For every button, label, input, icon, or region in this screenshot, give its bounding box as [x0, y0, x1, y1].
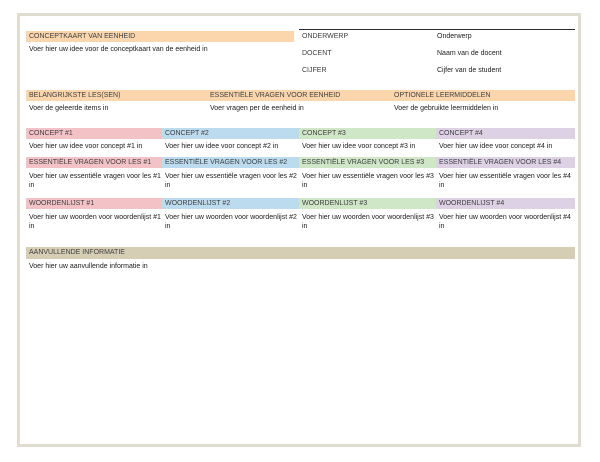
vocab-4-header: WOORDENLIJST #4 [436, 198, 575, 209]
main-lessons-text[interactable]: Voer de geleerde items in [29, 105, 109, 112]
concept-4-text[interactable]: Voer hier uw idee voor concept #4 in [439, 143, 553, 150]
info-top-rule [299, 29, 575, 30]
questions-3-text[interactable]: Voer hier uw essentiële vragen voor les #3 in [302, 173, 434, 189]
main-lessons-header: BELANGRIJKSTE LES(SEN) [26, 90, 207, 101]
vocab-3-text[interactable]: Voer hier uw woorden voor woordenlijst #3 in [302, 214, 434, 230]
info-label-grade: CIJFER [302, 67, 327, 74]
concept-4-header: CONCEPT #4 [436, 128, 575, 139]
questions-2-text[interactable]: Voer hier uw essentiële vragen voor les #2 in [165, 173, 297, 189]
unit-text[interactable]: Voer hier uw idee voor de conceptkaart van de eenheid in [29, 46, 208, 53]
concept-1-text[interactable]: Voer hier uw idee voor concept #1 in [29, 143, 143, 150]
essential-unit-questions-header: ESSENTIËLE VRAGEN VOOR EENHEID [207, 90, 391, 101]
questions-3-header: ESSENTIËLE VRAGEN VOOR LES #3 [299, 157, 436, 168]
vocab-4-text[interactable]: Voer hier uw woorden voor woordenlijst #4 in [439, 214, 571, 230]
concept-2-text[interactable]: Voer hier uw idee voor concept #2 in [165, 143, 279, 150]
questions-4-text[interactable]: Voer hier uw essentiële vragen voor les #4 in [439, 173, 571, 189]
questions-4-header: ESSENTIËLE VRAGEN VOOR LES #4 [436, 157, 575, 168]
additional-info-text[interactable]: Voer hier uw aanvullende informatie in [29, 263, 148, 270]
info-label-teacher: DOCENT [302, 50, 332, 57]
optional-resources-header: OPTIONELE LEERMIDDELEN [391, 90, 575, 101]
concept-2-header: CONCEPT #2 [162, 128, 299, 139]
vocab-2-header: WOORDENLIJST #2 [162, 198, 299, 209]
info-value-subject[interactable]: Onderwerp [437, 33, 472, 40]
questions-1-header: ESSENTIËLE VRAGEN VOOR LES #1 [26, 157, 162, 168]
concept-1-header: CONCEPT #1 [26, 128, 162, 139]
questions-1-text[interactable]: Voer hier uw essentiële vragen voor les #1 in [29, 173, 161, 189]
essential-unit-questions-text[interactable]: Voer vragen per de eenheid in [210, 105, 304, 112]
unit-header: CONCEPTKAART VAN EENHEID [26, 31, 294, 42]
concept-3-text[interactable]: Voer hier uw idee voor concept #3 in [302, 143, 416, 150]
vocab-1-header: WOORDENLIJST #1 [26, 198, 162, 209]
info-label-subject: ONDERWERP [302, 33, 349, 40]
vocab-3-header: WOORDENLIJST #3 [299, 198, 436, 209]
info-value-teacher[interactable]: Naam van de docent [437, 50, 502, 57]
additional-info-header: AANVULLENDE INFORMATIE [26, 247, 575, 259]
vocab-1-text[interactable]: Voer hier uw woorden voor woordenlijst #1 in [29, 214, 161, 230]
vocab-2-text[interactable]: Voer hier uw woorden voor woordenlijst #2 in [165, 214, 297, 230]
info-value-grade[interactable]: Cijfer van de student [437, 67, 502, 74]
questions-2-header: ESSENTIËLE VRAGEN VOOR LES #2 [162, 157, 299, 168]
concept-3-header: CONCEPT #3 [299, 128, 436, 139]
optional-resources-text[interactable]: Voer de gebruikte leermiddelen in [394, 105, 499, 112]
